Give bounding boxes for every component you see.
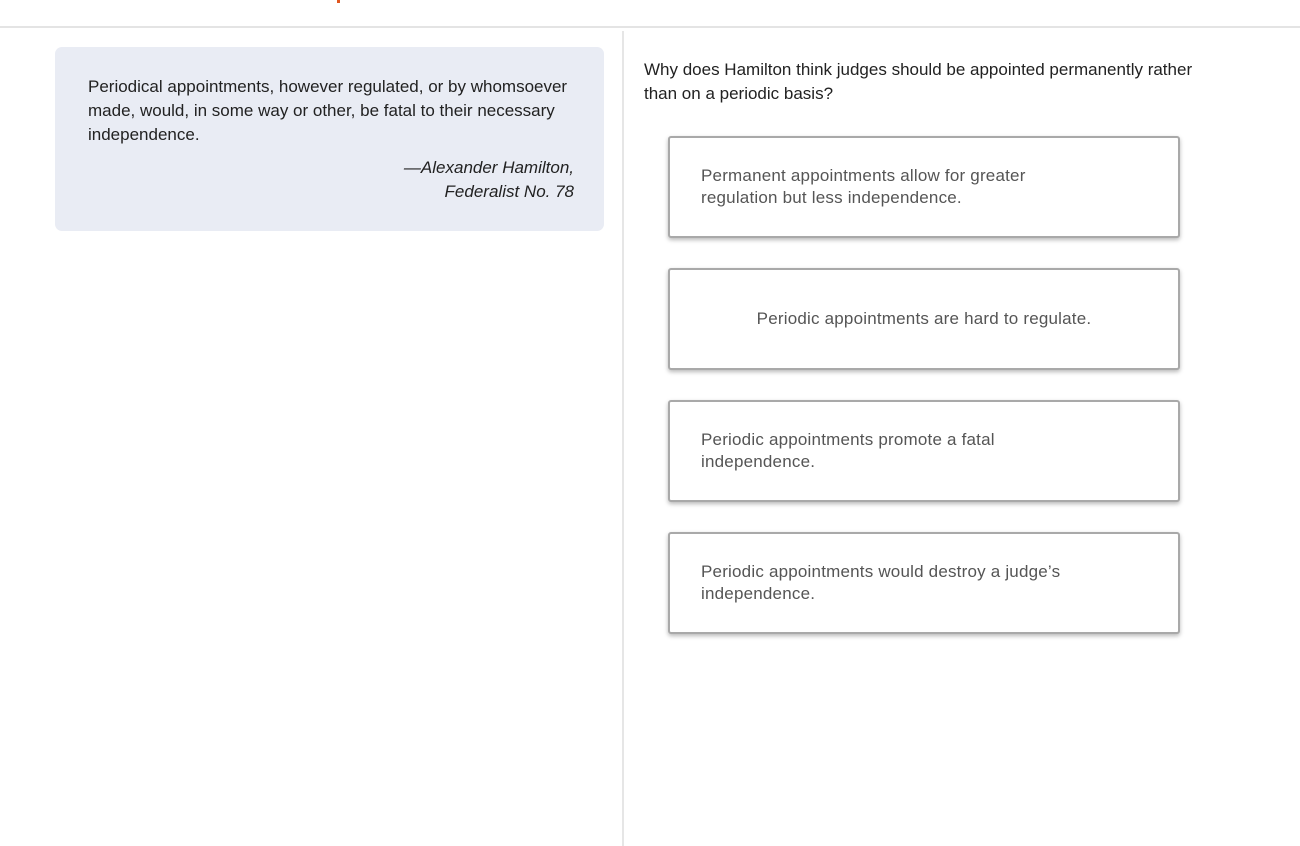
answer-choices xyxy=(668,136,1180,664)
question-prompt: Why does Hamilton think judges should be appointed permanently rather than on a periodic basis? xyxy=(644,60,1193,103)
answer-choice-label: Periodic appointments are hard to regulate. xyxy=(756,309,1092,328)
answer-choice-label: Permanent appointments allow for greater regulation but less independence. xyxy=(701,166,1026,207)
quote-panel xyxy=(55,47,604,231)
answer-choice-label: Periodic appointments would destroy a judge’s independence. xyxy=(701,562,1061,603)
quote-source: Federalist No. 78 xyxy=(444,182,574,201)
quote-text: Periodical appointments, however regulated, or by whomsoever made, would, in some way or other, be fatal to their necessary independence. xyxy=(88,77,568,144)
top-bar xyxy=(0,0,1300,28)
answer-choice-label: Periodic appointments promote a fatal independence. xyxy=(701,430,995,471)
answer-choice-4[interactable] xyxy=(668,532,1180,634)
answer-choice-1[interactable] xyxy=(668,136,1180,238)
column-divider xyxy=(622,31,624,846)
quote-attribution xyxy=(88,156,574,204)
quote-author: —Alexander Hamilton, xyxy=(403,158,574,177)
answer-choice-3[interactable] xyxy=(668,400,1180,502)
top-bar-accent xyxy=(337,0,340,3)
answer-choice-2[interactable] xyxy=(668,268,1180,370)
